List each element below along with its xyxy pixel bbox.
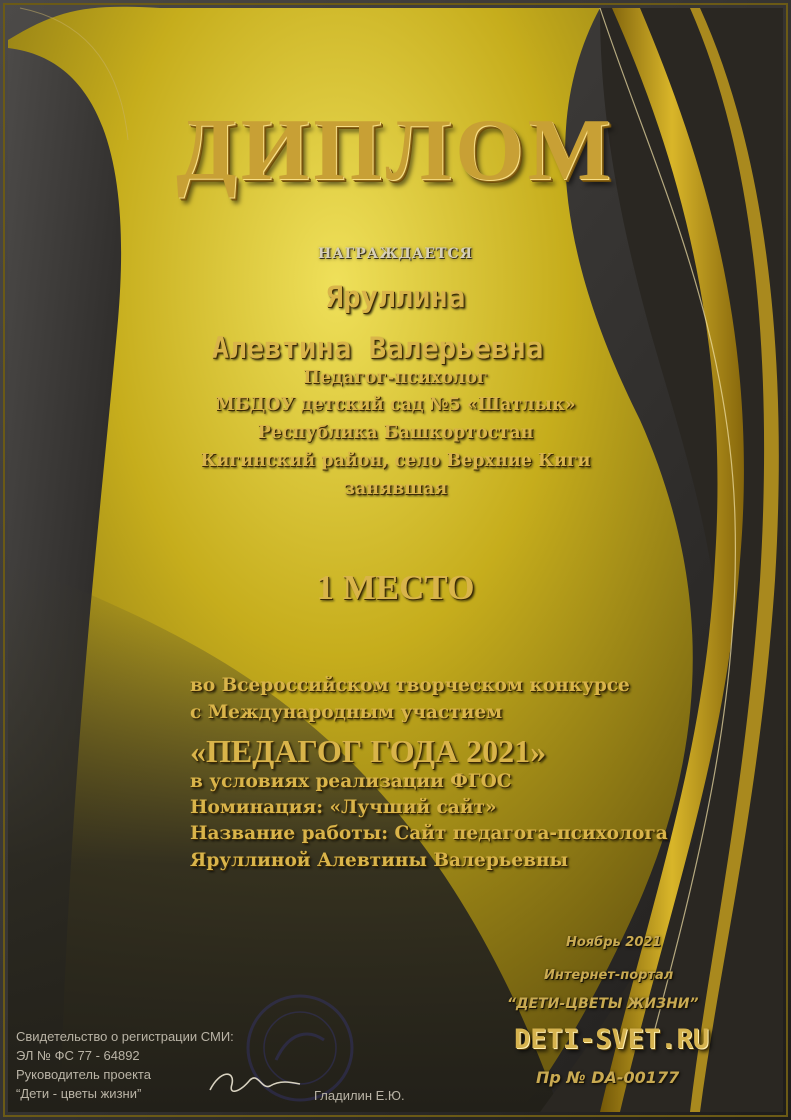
contest-line-1: во Всероссийском творческом конкурсе [190, 675, 630, 696]
recipient-institution: МБДОУ детский сад №5 «Шатлык» [215, 395, 576, 415]
registration-line-1: Свидетельство о регистрации СМИ: [16, 1029, 234, 1044]
director-name: Гладилин Е.Ю. [314, 1088, 405, 1103]
recipient-position: Педагог-психолог [303, 368, 488, 388]
site-logo: DETI-SVET.RU [514, 1024, 710, 1055]
occupied-label: занявшая [343, 479, 448, 499]
project-lead-label: Руководитель проекта [16, 1067, 151, 1082]
issue-date: Ноябрь 2021 [566, 935, 662, 950]
nomination-line: Номинация: «Лучший сайт» [190, 797, 497, 818]
portal-name: “ДЕТИ-ЦВЕТЫ ЖИЗНИ” [507, 996, 699, 1012]
recipient-region: Республика Башкортостан [257, 423, 534, 443]
contest-name: «ПЕДАГОГ ГОДА 2021» [190, 733, 547, 769]
portal-label: Интернет-портал [544, 968, 674, 983]
fgos-line: в условиях реализации ФГОС [190, 771, 512, 792]
work-title-line-2: Яруллиной Алевтины Валерьевны [190, 850, 569, 871]
work-title-line-1: Название работы: Сайт педагога-психолога [190, 823, 668, 844]
recipient-surname: Яруллина [325, 280, 466, 314]
place-result: 1 МЕСТО [316, 568, 475, 607]
recipient-name: Алевтина Валерьевна [211, 331, 544, 365]
awarded-label: НАГРАЖДАЕТСЯ [317, 246, 474, 262]
contest-line-2: с Международным участием [190, 702, 503, 723]
project-name: “Дети - цветы жизни” [16, 1086, 142, 1101]
registration-line-2: ЭЛ № ФС 77 - 64892 [16, 1048, 140, 1063]
recipient-district: Кигинский район, село Верхние Киги [200, 451, 591, 471]
diploma-title: ДИПЛОМ [176, 102, 615, 199]
diploma-number: Пр № DA-00177 [536, 1068, 680, 1087]
